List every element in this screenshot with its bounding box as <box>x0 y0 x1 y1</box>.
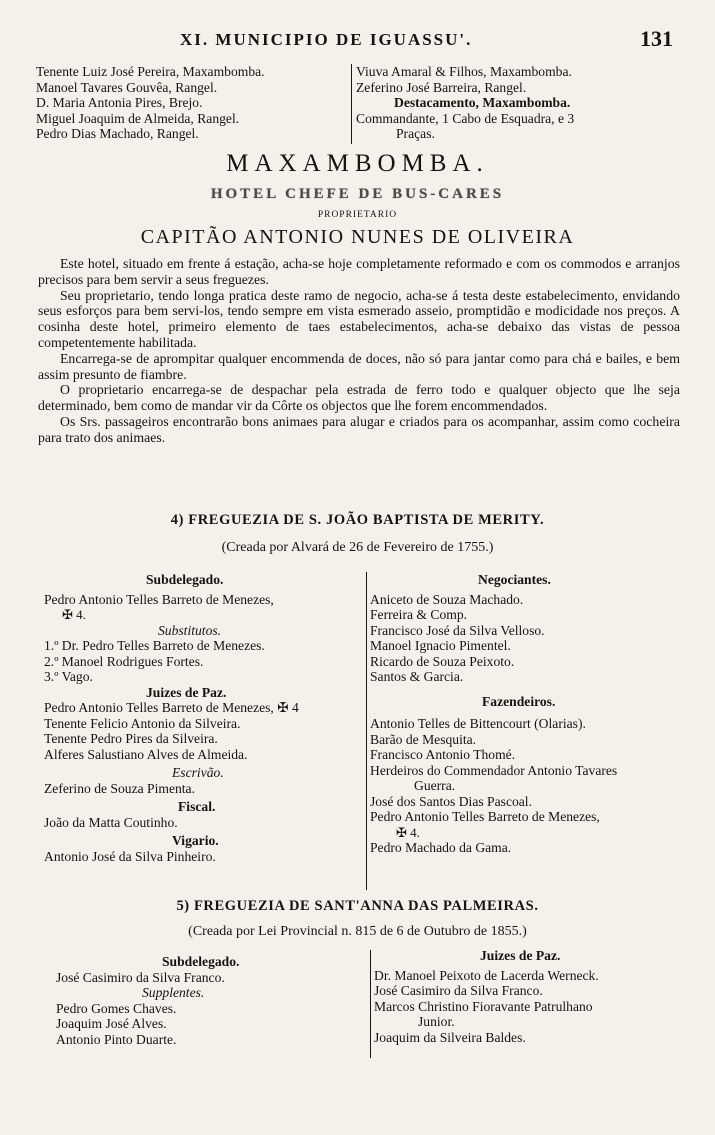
list-item: Marcos Christino Fioravante Patrulhano <box>374 998 593 1014</box>
section5-title: 5) FREGUEZIA DE SANT'ANNA DAS PALMEIRAS. <box>176 898 539 914</box>
list-item: Junior. <box>418 1014 455 1029</box>
ad-owner-label: PROPRIETARIO <box>317 210 398 220</box>
vigario-label: Vigario. <box>172 833 219 848</box>
list-item: ✠ 4. <box>62 607 86 622</box>
list-item: 1.º Dr. Pedro Telles Barreto de Menezes. <box>44 638 265 653</box>
running-header <box>0 26 715 56</box>
list-item: ✠ 4. <box>396 824 420 840</box>
list-item: Praças. <box>396 126 435 141</box>
list-item: Pedro Antonio Telles Barreto de Menezes, ✠ 4 <box>44 700 299 715</box>
list-item: 2.º Manoel Rodrigues Fortes. <box>44 653 204 669</box>
escrivao-label: Escrivão. <box>172 765 224 780</box>
list-item: Ricardo de Souza Peixoto. <box>370 653 515 669</box>
subdelegado-label: Subdelegado. <box>162 954 240 969</box>
list-item: Joaquim da Silveira Baldes. <box>374 1029 526 1045</box>
list-item: Dr. Manoel Peixoto de Lacerda Werneck. <box>374 967 599 983</box>
section5-subtitle: (Creada por Lei Provincial n. 815 de 6 de Outubro de 1855.) <box>188 924 527 939</box>
column-divider <box>366 572 367 890</box>
list-item: José dos Santos Dias Pascoal. <box>370 793 532 809</box>
list-item: Manoel Ignacio Pimentel. <box>370 638 511 653</box>
list-item: Viuva Amaral & Filhos, Maxambomba. <box>356 64 572 79</box>
ad-paragraph: Encarrega-se de aprompitar qualquer encommenda de doces, não só para jantar como para chá e bailes, e bem assim presunto de fiambre. <box>38 350 680 382</box>
ad-place-heading: MAXAMBOMBA. <box>226 150 489 177</box>
list-item: José Casimiro da Silva Franco. <box>56 969 225 985</box>
section4-right-column <box>370 572 690 856</box>
column-divider <box>370 950 371 1058</box>
list-item: Zeferino José Barreira, Rangel. <box>356 79 527 95</box>
ad-hotel-name: HOTEL CHEFE DE BUS-CARES <box>210 186 505 202</box>
list-item: Alferes Salustiano Alves de Almeida. <box>44 746 248 762</box>
list-item: Tenente Pedro Pires da Silveira. <box>44 731 218 746</box>
destacamento-heading: Destacamento, Maxambomba. <box>394 95 571 110</box>
ad-owner-name: CAPITÃO ANTONIO NUNES DE OLIVEIRA <box>140 226 575 248</box>
top-right-column <box>356 64 574 142</box>
list-item: Santos & Garcia. <box>370 669 464 684</box>
substitutos-label: Substitutos. <box>158 622 222 638</box>
list-item: Antonio José da Silva Pinheiro. <box>44 848 216 864</box>
ad-paragraph: Este hotel, situado em frente á estação, acha-se hoje completamente reformado e com os commodos e arranjos precisos para bem servir a seus freguezes. <box>38 256 680 287</box>
list-item: Zeferino de Souza Pimenta. <box>44 780 195 796</box>
list-item: Francisco José da Silva Velloso. <box>370 622 545 638</box>
list-item: Pedro Machado da Gama. <box>370 840 512 855</box>
list-item: Tenente Felicio Antonio da Silveira. <box>44 715 241 731</box>
ad-paragraph: Os Srs. passageiros encontrarão bons animaes para alugar e criados para os acompanhar, assim como cocheira para trato dos animaes. <box>38 413 680 445</box>
list-item: Manoel Tavares Gouvêa, Rangel. <box>36 79 218 95</box>
list-item: Antonio Pinto Duarte. <box>56 1031 177 1047</box>
column-divider <box>351 64 352 144</box>
list-item: Pedro Antonio Telles Barreto de Menezes, <box>370 809 600 824</box>
section5-left-column <box>56 954 356 1047</box>
juizes-label: Juizes de Paz. <box>146 684 227 700</box>
list-item: Tenente Luiz José Pereira, Maxambomba. <box>36 64 265 79</box>
list-item: 3.º Vago. <box>44 669 93 684</box>
list-item: João da Matta Coutinho. <box>44 814 178 830</box>
ad-paragraph: O proprietario encarrega-se de despachar pela estrada de ferro todo e qualquer objecto que lhe seja determinado, bem como de mandar vir da Côrte os objectos que lhe forem encommendados. <box>38 382 680 414</box>
header-title: XI. MUNICIPIO DE IGUASSU'. <box>180 30 473 49</box>
ad-body <box>38 256 680 446</box>
list-item: Commandante, 1 Cabo de Esquadra, e 3 <box>356 110 575 126</box>
list-item: D. Maria Antonia Pires, Brejo. <box>36 95 203 110</box>
list-item: Antonio Telles de Bittencourt (Olarias). <box>370 716 586 731</box>
list-item: Barão de Mesquita. <box>370 731 477 747</box>
page-number: 131 <box>640 26 673 51</box>
list-item: José Casimiro da Silva Franco. <box>374 983 543 998</box>
list-item: Pedro Gomes Chaves. <box>56 1000 177 1016</box>
subdelegado-label: Subdelegado. <box>146 572 224 587</box>
list-item: Aniceto de Souza Machado. <box>370 591 524 607</box>
supplentes-label: Supplentes. <box>142 985 205 1000</box>
section4-left-column <box>44 572 362 864</box>
fazendeiros-label: Fazendeiros. <box>482 693 556 709</box>
list-item: Guerra. <box>414 778 456 793</box>
list-item: Miguel Joaquim de Almeida, Rangel. <box>36 110 240 126</box>
fiscal-label: Fiscal. <box>178 799 216 814</box>
list-item: Pedro Antonio Telles Barreto de Menezes, <box>44 591 274 607</box>
list-item: Herdeiros do Commendador Antonio Tavares <box>370 762 618 778</box>
juizes-label: Juizes de Paz. <box>480 948 561 963</box>
section4-subtitle: (Creada por Alvará de 26 de Fevereiro de 1755.) <box>221 540 494 555</box>
list-item: Ferreira & Comp. <box>370 607 468 622</box>
negociantes-label: Negociantes. <box>478 572 551 587</box>
list-item: Pedro Dias Machado, Rangel. <box>36 126 199 141</box>
section4-title: 4) FREGUEZIA DE S. JOÃO BAPTISTA DE MERITY. <box>170 512 545 528</box>
list-item: Joaquim José Alves. <box>56 1016 167 1031</box>
ad-paragraph: Seu proprietario, tendo longa pratica deste ramo de negocio, acha-se á testa deste estabelecimento, envidando seus esforços para bem servi-los, tendo sempre em vista esmerado asseio, promptidão e modicidade nos preços. A cosinha deste hotel, primeiro elemento de taes estabelecimentos, acha-se debaixo das vistas de pessoa competentemente habilitada. <box>38 287 680 350</box>
section5-right-column <box>374 948 690 1045</box>
top-left-column <box>36 64 265 142</box>
list-item: Francisco Antonio Thomé. <box>370 747 516 762</box>
